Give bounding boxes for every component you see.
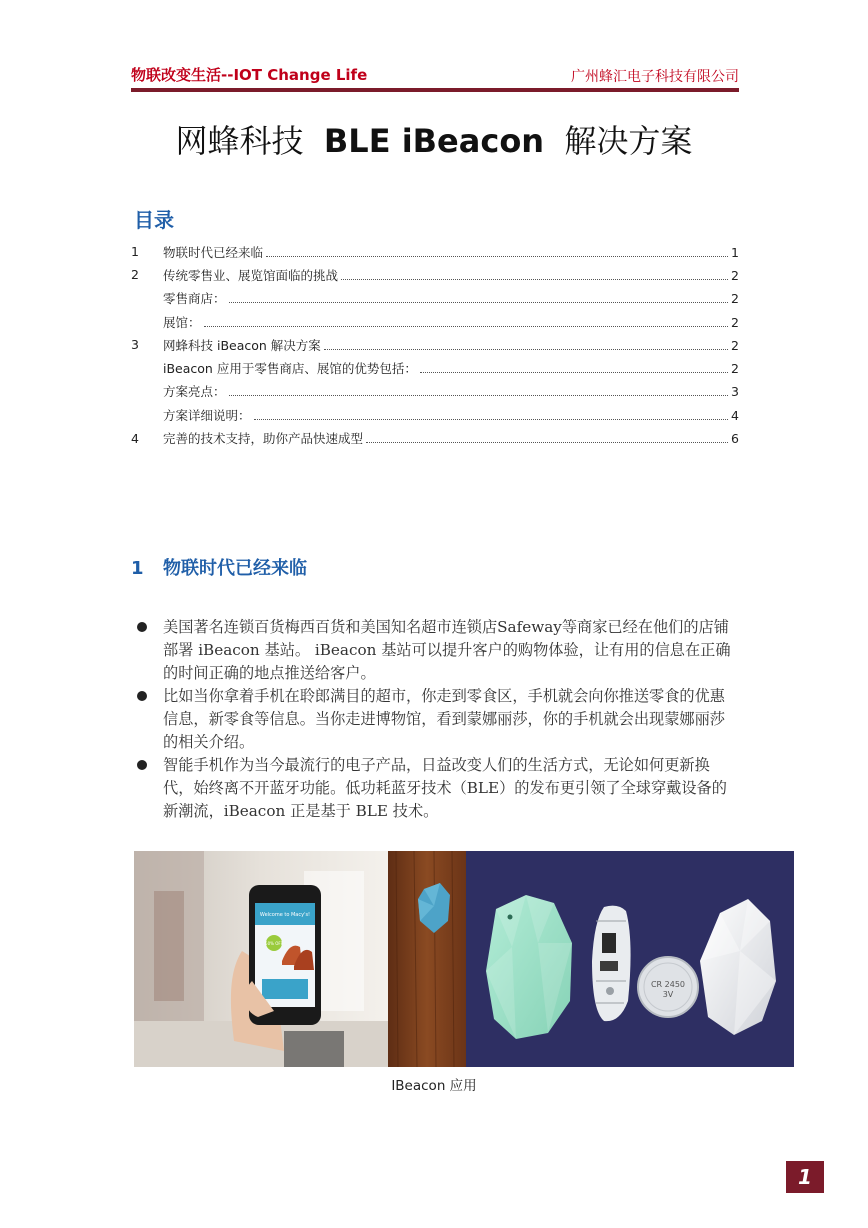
bullet-item: [131, 685, 739, 754]
toc-entry[interactable]: [131, 263, 739, 286]
toc-entry-number: 2: [131, 267, 139, 283]
toc-entry-number: 4: [131, 430, 139, 446]
svg-text:CR 2450: CR 2450: [650, 980, 686, 989]
toc-dot-leader: [341, 279, 728, 280]
toc-entry[interactable]: [131, 333, 739, 356]
title-en-part: BLE iBeacon: [323, 122, 545, 160]
toc-entry-line: [163, 429, 739, 447]
section-number: 1: [131, 558, 144, 579]
toc-entry-line: [163, 243, 739, 261]
toc-entry-title: 网蜂科技 iBeacon 解决方案: [163, 337, 321, 353]
ibeacon-figure: [134, 851, 794, 1067]
svg-text:3V: 3V: [662, 990, 674, 999]
page-number-badge: 1: [786, 1161, 824, 1193]
toc-entry-title: 传统零售业、展览馆面临的挑战: [163, 267, 339, 283]
toc-entry-line: [163, 313, 739, 331]
toc-entry-title: 物联时代已经来临: [163, 244, 264, 260]
section-heading: [131, 554, 307, 580]
toc-entry-page: 1: [731, 244, 739, 260]
header-slogan: 物联改变生活--IOT Change Life: [131, 66, 368, 84]
toc-entry-line: [163, 406, 739, 424]
toc-entry-page: 4: [731, 407, 739, 423]
toc-entry-page: 2: [731, 361, 739, 377]
beacon-hardware-photo: [466, 851, 794, 1067]
bullet-item: [131, 754, 739, 823]
toc-entry-page: 6: [731, 431, 739, 447]
toc-dot-leader: [420, 372, 728, 373]
toc-entry-page: 2: [731, 337, 739, 353]
bullet-icon: [137, 691, 147, 701]
toc-entry[interactable]: [131, 403, 739, 426]
toc-entry[interactable]: [131, 426, 739, 449]
toc-dot-leader: [366, 442, 728, 443]
toc-entry[interactable]: [131, 356, 739, 379]
toc-entry[interactable]: [131, 310, 739, 333]
toc-entry[interactable]: [131, 240, 739, 263]
toc-dot-leader: [254, 419, 728, 420]
toc-entry-title: 展馆：: [163, 314, 201, 330]
toc-entry-page: 2: [731, 314, 739, 330]
toc-dot-leader: [204, 326, 728, 327]
toc-dot-leader: [229, 302, 728, 303]
toc-entry-page: 3: [731, 384, 739, 400]
toc-entry-title: 方案亮点：: [163, 384, 226, 400]
toc-entry[interactable]: [131, 380, 739, 403]
toc-heading: 目录: [134, 208, 174, 232]
bullet-icon: [137, 760, 147, 770]
toc-entry-page: 2: [731, 291, 739, 307]
toc-entry-title: 零售商店：: [163, 291, 226, 307]
toc-entry-title: 方案详细说明：: [163, 407, 251, 423]
toc-entry-line: [163, 382, 739, 400]
bullet-list: [131, 616, 739, 823]
circuit-board-icon: [592, 906, 631, 1022]
table-of-contents: [131, 240, 739, 450]
page-header: [131, 64, 739, 86]
toc-entry-title: 完善的技术支持，助你产品快速成型: [163, 431, 364, 447]
toc-dot-leader: [266, 256, 728, 257]
ibeacon-illustration: [134, 851, 794, 1067]
toc-entry-page: 2: [731, 267, 739, 283]
toc-entry-number: 3: [131, 337, 139, 353]
toc-entry-line: [163, 359, 739, 377]
bullet-icon: [137, 622, 147, 632]
bullet-text: 智能手机作为当今最流行的电子产品，日益改变人们的生活方式，无论如何更新换代，始终离不开蓝牙功能。低功耗蓝牙技术（BLE）的发布更引领了全球穿戴设备的新潮流，iBeacon 正是基于 BLE 技术。: [163, 756, 727, 820]
toc-entry-line: [163, 266, 739, 284]
bullet-text: 美国著名连锁百货梅西百货和美国知名超市连锁店Safeway等商家已经在他们的店铺部署 iBeacon 基站。 iBeacon 基站可以提升客户的购物体验，让有用的信息在正确的时间正确的地点推送给客户。: [163, 618, 731, 682]
toc-entry-line: [163, 336, 739, 354]
toc-entry[interactable]: [131, 287, 739, 310]
toc-entry-number: 1: [131, 244, 139, 260]
svg-text:50% OFF: 50% OFF: [265, 941, 283, 946]
figure-caption: IBeacon 应用: [391, 1078, 477, 1094]
toc-dot-leader: [229, 395, 728, 396]
section-title: 物联时代已经来临: [163, 558, 307, 579]
toc-entry-line: [163, 289, 739, 307]
title-cn-part2: 解决方案: [564, 122, 693, 160]
svg-text:Welcome to Macy's!: Welcome to Macy's!: [259, 912, 311, 918]
header-divider: [131, 88, 739, 92]
toc-dot-leader: [324, 349, 728, 350]
bullet-text: 比如当你拿着手机在聆郎满目的超市，你走到零食区，手机就会向你推送零食的优惠信息，新零食等信息。当你走进博物馆，看到蒙娜丽莎，你的手机就会出现蒙娜丽莎的相关介绍。: [163, 687, 725, 751]
wood-panel: [388, 851, 466, 1067]
bullet-item: [131, 616, 739, 685]
header-company: 广州蜂汇电子科技有限公司: [571, 69, 739, 85]
title-cn-part1: 网蜂科技: [175, 122, 304, 160]
document-title: [0, 116, 868, 162]
toc-entry-title: iBeacon 应用于零售商店、展馆的优势包括：: [163, 361, 417, 377]
coin-battery-icon: [638, 957, 698, 1017]
